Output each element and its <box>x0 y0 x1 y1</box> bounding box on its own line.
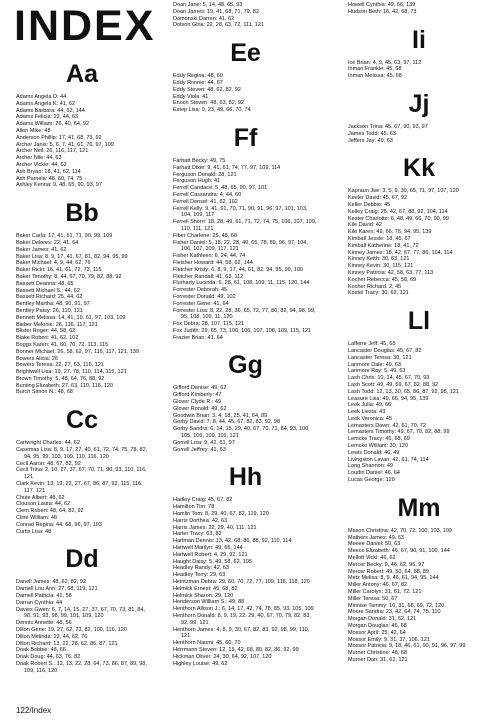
index-section <box>348 494 490 664</box>
index-entry: Doak Doug: 44, 63, 76, 82 <box>16 654 81 661</box>
index-entry: Ferrell Kelly: 9, 41, 61, 70, 71, 90, 91, 96, 97, 101, 103, 104, 109, 117 <box>173 205 308 219</box>
index-entry: Bowers Teresa: 22, 27, 63, 116, 121 <box>16 362 104 369</box>
index-entry: Boggs Karen: 41, 60, 70, 72, 113, 115 <box>16 341 109 348</box>
index-entry: Lancaster Teresa: 30, 121 <box>348 354 412 361</box>
index-entry: Farhatt Dixie: 9, 41, 61, 74, 77, 97, 109, 114 <box>173 164 281 171</box>
index-entry: Henderson William S.: 49, 88 <box>173 599 245 606</box>
index-entry: Cartwright Charles: 44, 62 <box>16 440 80 447</box>
index-entry: Hartwell Marilyn: 49, 66, 144 <box>173 545 243 552</box>
index-entry: Adams Angela K: 41, 62 <box>16 100 76 107</box>
index-entry: Miller Teresa: 50, 67 <box>348 595 398 602</box>
index-entry: Ferrell Cassandra: 4, 44, 60 <box>173 191 242 198</box>
index-entry: Kester Charlotte: 6, 48, 49, 66, 70, 90, 99 <box>348 215 449 222</box>
index-entry: Fox Judith: 29, 65, 73, 100, 106, 107, 108, 109, 115, 121 <box>173 327 312 334</box>
index-entry: Fisher Daniel: 5, 18, 22, 28, 40, 65, 78, 89, 96, 97, 104, 106, 107, 109, 117, 121 <box>173 239 308 253</box>
index-entry: Fletcher Kristy: 6, 8, 9, 17, 44, 61, 82, 94, 95, 99, 100 <box>173 266 303 273</box>
index-entry: Gorrell Jeffrey: 41, 63 <box>173 446 226 453</box>
index-entry: Morgan Donald: 31, 62, 121 <box>348 616 417 623</box>
index-entry: Hadley Craig: 45, 67, 82 <box>173 497 233 504</box>
index-entry: Inman Frankie: 45, 68 <box>348 66 402 73</box>
index-entry: Allen Mike: 48 <box>16 127 51 134</box>
index-entry: Mossor Emily: 9, 31, 37, 106, 121 <box>348 636 430 643</box>
index-entry: Cline William: 48 <box>16 515 57 522</box>
index-entry: Lash Chris: 10, 14, 45, 67, 70, 93 <box>348 375 430 382</box>
index-entry: Fiber Charlene: 25, 48, 60 <box>173 232 237 239</box>
index-entry: Hudson Beth: 16, 42, 68, 73 <box>348 8 417 15</box>
index-entry: Doak Bobbie: 48, 66 <box>16 647 66 654</box>
index-entry: Henthorn Donald: 8, 9, 19, 22, 29, 40, 67, 70, 79, 82, 83, 92, 99, 121 <box>173 613 311 626</box>
index-entry: Blister Roger: 44, 58, 62 <box>16 328 76 335</box>
index-entry: Murner Dan: 31, 62, 121 <box>348 657 408 663</box>
index-entry: Dotson Gina: 22, 28, 63, 72, 111, 121 <box>173 22 264 29</box>
index-entry: Kimball Katherine: 18, 41, 72 <box>348 242 419 249</box>
index-entry: Doak Robert S.: 12, 13, 22, 28, 64, 73, 86, 87, 89, 98, 109, 116, 120 <box>16 661 147 674</box>
index-entry: Ferrell Sherri: 18, 28, 49, 61, 71, 72, 74, 75, 106, 107, 109, 110, 111, 121 <box>173 219 317 232</box>
page-title: INDEX <box>14 2 156 50</box>
index-entry: Bowers Alicia: 26 <box>16 355 58 362</box>
index-entry: Mathers James: 49, 63 <box>348 534 404 541</box>
index-entry: Leasure Lisa: 49, 66, 94, 95, 139 <box>348 395 429 402</box>
index-entry: Forrester Gene: 41, 64 <box>173 300 229 307</box>
index-entry: Clem Robert: 48, 64, 82, 92 <box>16 508 84 515</box>
index-entry: Blake Robert: 41, 62, 102 <box>16 335 79 342</box>
index-entry: Archer Vickie: 44, 62 <box>16 161 67 168</box>
index-entry: Miller Carolyn: 31, 61, 72, 121 <box>348 589 422 596</box>
index-section <box>173 351 318 453</box>
page-footer: 122/Index <box>16 706 52 715</box>
index-entry: Frazier Brian: 41, 64 <box>173 334 223 341</box>
index-section <box>16 406 148 535</box>
section-letter-heading: Cc <box>66 406 98 435</box>
index-entry: Lemasters Timothy: 49, 67, 70, 82, 88, 99 <box>348 429 450 436</box>
index-entry: Jeffers Jay: 49, 63 <box>348 137 393 144</box>
index-entry: Curtis Lisa: 48 <box>16 528 52 535</box>
section-letter-heading: Ii <box>412 25 426 54</box>
index-entry: Kile David: 42 <box>348 222 382 229</box>
index-entry: Danell James: 48, 62, 82, 92 <box>16 579 87 586</box>
index-entry: Enoch Steven: 48, 63, 82, 92 <box>173 100 244 107</box>
index-entry: Bassett Michael S.: 44, 62 <box>16 287 80 294</box>
index-entry: Mercer Becky: 9, 46, 62, 96, 97 <box>348 561 425 568</box>
index-entry: Loudin Daniel: 46, 64 <box>348 470 400 477</box>
index-entry: Cecil Aaron: 48, 67, 82, 92 <box>16 460 81 467</box>
index-entry: Kostel Tracy: 30, 62, 121 <box>348 290 409 297</box>
index-entry: Hartman Dennis: 13, 42, 68, 86, 88, 92, 110, 114 <box>173 538 292 545</box>
section-letter-heading: Ll <box>407 307 431 336</box>
index-entry: Henthorn Naomi: 45, 60, 70 <box>173 640 241 647</box>
index-entry: Adams Angela D: 44 <box>16 94 67 100</box>
index-entry: Lash Todd: 12, 13, 30, 65, 86, 87, 92, 98, 121 <box>348 388 459 395</box>
index-entry: Gifford Denise: 49, 62 <box>173 385 227 392</box>
index-entry: Baker James: 41, 62 <box>16 246 67 253</box>
section-letter-heading: Dd <box>65 545 99 574</box>
index-entry: Meeee Daniel: 50, 63 <box>348 541 401 548</box>
index-entry: Bennett Melissa: 14, 41, 19, 61, 97, 103, 109 <box>16 314 126 321</box>
index-entry: James Todd: 45, 63 <box>348 130 396 137</box>
index-section <box>173 39 318 114</box>
index-entry: Hartwell Robert: 4, 29, 92, 121 <box>173 551 248 558</box>
index-entry: Bonner Michael: 26, 58, 62, 97, 116, 117, 121, 139 <box>16 348 140 355</box>
index-entry: Keller Debbie: 45 <box>348 201 391 208</box>
index-entry: Eddy Regina: 48, 60 <box>173 73 223 80</box>
index-section <box>348 307 490 484</box>
index-section <box>16 60 148 189</box>
index-entry: Kelley Craig: 25, 42, 67, 88, 92, 104, 114 <box>348 208 448 215</box>
index-entry: Lanmore Dale: 49, 63 <box>348 361 401 368</box>
index-entry: Morgan Douglas: 46, 68 <box>348 623 407 630</box>
index-entry: Helmick Ernest: 45, 68, 82 <box>173 585 238 592</box>
index-entry: Lancaster Douglas: 45, 67, 82 <box>348 347 422 354</box>
index-section <box>348 90 490 144</box>
index-entry: Ferguson Donald: 28, 121 <box>173 171 237 178</box>
section-letter-heading: Hh <box>228 463 263 492</box>
index-entry: Bentley Patsy: 26, 110, 121 <box>16 307 83 314</box>
section-letter-heading: Kk <box>403 154 435 183</box>
index-entry: Miller Antony: 46, 67, 82 <box>348 582 408 589</box>
section-letter-heading: Bb <box>65 199 99 228</box>
index-entry: Bassett Richard: 25, 44, 62 <box>16 294 83 301</box>
index-entry: Fox Debra: 28, 107, 115, 121 <box>173 321 245 328</box>
index-entry: Bassett Deanna: 48, 65 <box>16 280 74 287</box>
index-entry: Moore Sandra: 23, 42, 64, 74, 75, 110 <box>348 609 441 616</box>
index-entry: Howell Cynthia: 49, 66, 139 <box>348 2 416 8</box>
index-entry: Gorby Sandra: 6, 14, 15, 29, 40, 67, 70, 71, 84, 93, 100, 105, 106, 109, 116, 121 <box>173 426 310 440</box>
index-entry: Herrmann Steven: 12, 13, 42, 68, 80, 82, 86, 92, 99 <box>173 646 299 653</box>
index-entry: Inman Melissa: 45, 68 <box>348 73 402 80</box>
index-entry: Kinney Kevin: 30, 115, 121 <box>348 263 414 270</box>
index-entry: Doan Jane: 5, 14, 48, 65, 93 <box>173 2 243 8</box>
index-entry: Bieber Melonie: 26, 116, 117, 121 <box>16 321 98 328</box>
index-entry: Anderson Phillip: 17, 41, 68, 73, 92 <box>16 134 102 141</box>
index-entry: Clark Kevin: 13, 19, 22, 27, 67, 86, 87, 92, 115, 116, 117, 121 <box>16 481 143 494</box>
index-entry: Gifford Kimberly: 47 <box>173 392 222 399</box>
index-entry: Brightwell Lisa: 19, 27, 78, 110, 114, 115, 121 <box>16 369 127 376</box>
index-entry: Fleisher Howard: 44, 58, 62, 144 <box>173 259 253 266</box>
index-entry: Darnell Patricia: 41, 58 <box>16 593 72 600</box>
index-entry: Brown Timothy: 5, 48, 64, 76, 88, 92 <box>16 375 105 382</box>
index-entry: Harris Dorthea: 42, 63 <box>173 517 228 524</box>
index-entry: Conrad Regina: 44, 68, 96, 97, 103 <box>16 521 102 528</box>
index-entry: Livingston Lavan: 42, 61, 74, 114 <box>348 456 429 463</box>
index-entry: Ash Pamela: 48, 60, 74, 75 <box>16 175 83 182</box>
index-entry: Kocher Rebecca: 45, 58, 69 <box>348 276 417 283</box>
index-entry: Lemasters Dawn: 42, 61, 70, 72 <box>348 422 426 429</box>
index-entry: Lafferre Jeff: 45, 65 <box>348 341 396 348</box>
index-entry: Baker Delores: 22, 41, 64 <box>16 239 79 246</box>
index-entry: Gorby David: 7, 8, 44, 45, 67, 82, 83, 92, 98 <box>173 419 281 426</box>
section-letter-heading: Gg <box>228 351 263 380</box>
index-entry: Mossor April: 25, 42, 64 <box>348 629 406 636</box>
index-entry: Flurharty Lucinda: 6, 28, 61, 108, 109, 11, 115, 120, 144 <box>173 280 310 287</box>
index-entry: Bentley Martha: 48, 90, 91, 97 <box>16 301 90 308</box>
index-entry: Baker Timothy: 8, 44, 67, 70, 79, 82, 88, 92 <box>16 273 122 280</box>
index-entry: Domonski Darren: 41, 62 <box>173 15 235 22</box>
index-entry: Harris James: 22, 29, 40, 111, 121 <box>173 524 257 531</box>
index-entry: Hamlin Tom: 8, 29, 40, 67, 82, 119, 120 <box>173 511 269 518</box>
section-letter-heading: Mm <box>397 493 441 522</box>
index-entry: Archer Neil: 26, 116, 117, 121 <box>16 148 89 155</box>
index-entry: Leek Liesta: 43 <box>348 409 386 416</box>
index-entry: Adams Felicia: 22, 44, 63 <box>16 114 79 121</box>
index-entry: Davies Gwen: 6, 7, 14, 15, 27, 37, 67, 70, 73, 81, 84, 90, 91, 93, 98, 99, 101, 109, 120 <box>16 606 146 620</box>
index-column-1 <box>14 2 156 685</box>
index-entry: Dillon Melinda: 22, 44, 62, 76 <box>16 633 88 640</box>
index-entry: Long Shannon: 49 <box>348 463 393 470</box>
index-section <box>173 124 318 342</box>
index-entry: Baker Ricki: 16, 41, 61, 72, 73, 115 <box>16 267 102 274</box>
index-entry: Murner Christine: 46, 68 <box>348 650 407 657</box>
index-entry: Meece Elizabeth: 46, 67, 90, 91, 100, 144 <box>348 548 450 555</box>
index-entry: Glover Ronald: 49, 62 <box>173 405 227 412</box>
index-entry: Baker Michael: 4, 9, 44, 62, 76 <box>16 260 91 267</box>
index-column-2 <box>173 2 318 677</box>
index-entry: Archer Janis: 5, 6, 7, 41, 61, 76, 97, 109 <box>16 141 114 148</box>
index-entry: Headley Randy: 42, 63 <box>173 565 229 572</box>
index-section <box>173 2 318 29</box>
index-section <box>348 2 490 16</box>
index-entry: Ashley Kenna: 9, 48, 65, 90, 93, 97 <box>16 182 102 189</box>
index-entry: Forrester Donald: 49, 102 <box>173 293 236 300</box>
index-entry: Dillon Richard: 13, 22, 28, 62, 86, 87, 121 <box>16 640 118 647</box>
index-entry: Minnise Tammy: 16, 31, 68, 69, 72, 120 <box>348 602 445 609</box>
index-entry: Ice Brian: 4, 9, 45, 63, 97, 112 <box>348 59 422 66</box>
index-column-3 <box>348 2 490 674</box>
index-entry: Burch Simon N.: 48, 68 <box>16 389 73 396</box>
index-entry: Mellott Vicki: 46, 62 <box>348 555 396 562</box>
index-entry: Adams William: 26, 40, 64, 92 <box>16 121 90 128</box>
index-entry: Gorrell Lisa: 9, 42, 61, 97 <box>173 439 235 446</box>
index-entry: Keeler David: 45, 67, 92 <box>348 195 408 202</box>
index-entry: Lemcke William: 30, 120 <box>348 443 408 450</box>
section-letter-heading: Aa <box>66 60 98 88</box>
index-entry: Baker Lisa: 8, 9, 17, 41, 67, 81, 82, 94, 95, 99 <box>16 253 128 260</box>
index-entry: Chute Albert: 48, 62 <box>16 494 65 501</box>
index-entry: Lewis Donald: 46, 49 <box>348 449 400 456</box>
index-entry: Dillon Gene: 19, 27, 62, 73, 82, 100, 116, 120 <box>16 627 127 634</box>
index-entry: Leek Veronica: 45 <box>348 415 393 422</box>
index-entry: Darran Cynthia: 44 <box>16 599 63 606</box>
index-entry: Ash Bryan: 18, 41, 62, 114 <box>16 168 81 175</box>
index-entry: Lemcke Tracy: 45, 68, 69 <box>348 436 410 443</box>
index-entry: Cecil Trina: 2, 10, 27, 37, 67, 70, 71, 90, 93, 110, 116, 121 <box>16 467 147 481</box>
index-section <box>16 545 148 674</box>
index-entry: Eddy Steven: 48, 62, 82, 92 <box>173 86 241 93</box>
index-entry: Fletcher Randall: 41, 63, 112 <box>173 273 244 280</box>
index-entry: Lanmore Roy: 5, 49, 63 <box>348 368 406 375</box>
index-entry: Henthorn Allison J.: 6, 14, 17, 42, 74, 78, 85, 93, 105, 109 <box>173 606 314 613</box>
index-entry: Mossor Patricia: 9, 18, 46, 61, 90, 91, 96, 97, 99 <box>348 643 466 650</box>
index-entry: Fisher Kathleen: 6, 24, 44, 74 <box>173 253 246 260</box>
index-entry: Kinney James: 18, 42, 67, 77, 86, 104, 114 <box>348 249 453 256</box>
index-entry: Forrester Deborah: 45 <box>173 287 228 294</box>
index-section <box>348 26 490 80</box>
index-entry: Darnell Lou Ann: 27, 68, 119, 121 <box>16 586 98 593</box>
index-section <box>348 154 490 297</box>
index-entry: Clouson Laura: 44, 62 <box>16 501 71 508</box>
index-entry: Ferrell Candace: 5, 48, 65, 90, 97, 101 <box>173 185 268 192</box>
index-entry: Jackson Trina: 45, 67, 90, 93, 97 <box>348 123 428 130</box>
index-entry: Archer Nile: 44, 63 <box>16 155 62 162</box>
index-entry: Adams Barbara: 44, 62, 144 <box>16 107 85 114</box>
index-section <box>173 463 318 667</box>
section-letter-heading: Jj <box>408 89 430 118</box>
index-entry: Kapraun Joe: 3, 5, 9, 30, 65, 71, 97, 107, 120 <box>348 188 459 195</box>
index-entry: Mason Christina: 42, 70, 72, 100, 103, 109 <box>348 527 452 534</box>
index-section <box>16 199 148 396</box>
index-entry: Dennis Annette: 48, 56 <box>16 620 72 627</box>
index-entry: Goodwin Brian: 3, 4, 18, 25, 41, 64, 89 <box>173 412 268 419</box>
index-entry: Bunting Elizabeth: 27, 63, 110, 116, 120 <box>16 382 114 389</box>
index-entry: Ferguson Hugh: 41 <box>173 178 221 185</box>
index-entry: Ferrell Densel: 41, 62, 102 <box>173 198 238 205</box>
index-entry: Kinney Patricia: 42, 58, 63, 77, 113 <box>348 269 434 276</box>
index-entry: Haught Daisy: 5, 49, 58, 62, 105 <box>173 558 252 565</box>
index-entry: Kocher Richard: 2, 45 <box>348 283 402 290</box>
index-entry: Harter Tracy: 63, 82 <box>173 531 222 538</box>
section-letter-heading: Ff <box>233 123 258 152</box>
index-entry: Casemas Lisa: 8, 9, 17, 27, 40, 61, 72, 74, 75, 78, 82, 94, 95, 99, 103, 109, 110, 116, 120 <box>16 447 148 460</box>
index-entry: Kinney Keith: 30, 63, 121 <box>348 256 410 263</box>
index-entry: Baker Carla: 17, 41, 61, 71, 90, 99, 109 <box>16 233 113 240</box>
index-entry: Farhatt Becky: 49, 75 <box>173 157 226 164</box>
index-entry: Metz Melisa: 8, 9, 46, 61, 94, 95, 144 <box>348 575 439 582</box>
index-entry: Lucas George: 120 <box>348 477 395 484</box>
index-entry: Headley Terry: 29, 63 <box>173 572 226 579</box>
section-letter-heading: Ee <box>230 39 261 68</box>
index-entry: Eddy Ronnie: 44, 67 <box>173 79 223 86</box>
index-entry: Leek Julia: 49, 66 <box>348 402 392 409</box>
index-entry: Forrester Lisa: 8, 22, 28, 36, 65, 72, 77, 80, 82, 94, 98, 99, 95, 108, 109, 11, 120 <box>173 307 316 321</box>
index-entry: Helmick Sharon: 29, 120 <box>173 592 234 599</box>
index-entry: Mercer Robert: 49, 50, 64, 88, 89 <box>348 568 430 575</box>
index-entry: Lash Scott: 49, 49, 59, 67, 82, 88, 92 <box>348 381 439 388</box>
index-entry: Doan James: 19, 41, 68, 71, 79, 82 <box>173 8 259 15</box>
index-entry: Estep Lisa: 9, 23, 49, 66, 70, 74 <box>173 107 251 114</box>
index-entry: Hamilton Tim: 78 <box>173 504 215 511</box>
index-entry: Kile Karen: 49, 66, 76, 94, 95, 139 <box>348 229 432 236</box>
index-entry: Highley Louise: 49, 62 <box>173 660 228 667</box>
index-entry: Glover Clyde R.: 49 <box>173 399 221 406</box>
index-entry: Heintzman Debra: 29, 60, 70, 72, 77, 109, 116, 118, 120 <box>173 579 310 586</box>
index-entry: Kimball Jessie: 18, 45, 67 <box>348 235 411 242</box>
index-entry: Hickman Oliver: 24, 30, 64, 92, 107, 120 <box>173 653 272 660</box>
index-entry: Eddy Viola: 41 <box>173 93 209 100</box>
index-entry: Henthorn James: 4, 8, 9, 30, 67, 82, 83, 92, 98, 99, 110, 121 <box>173 626 310 640</box>
